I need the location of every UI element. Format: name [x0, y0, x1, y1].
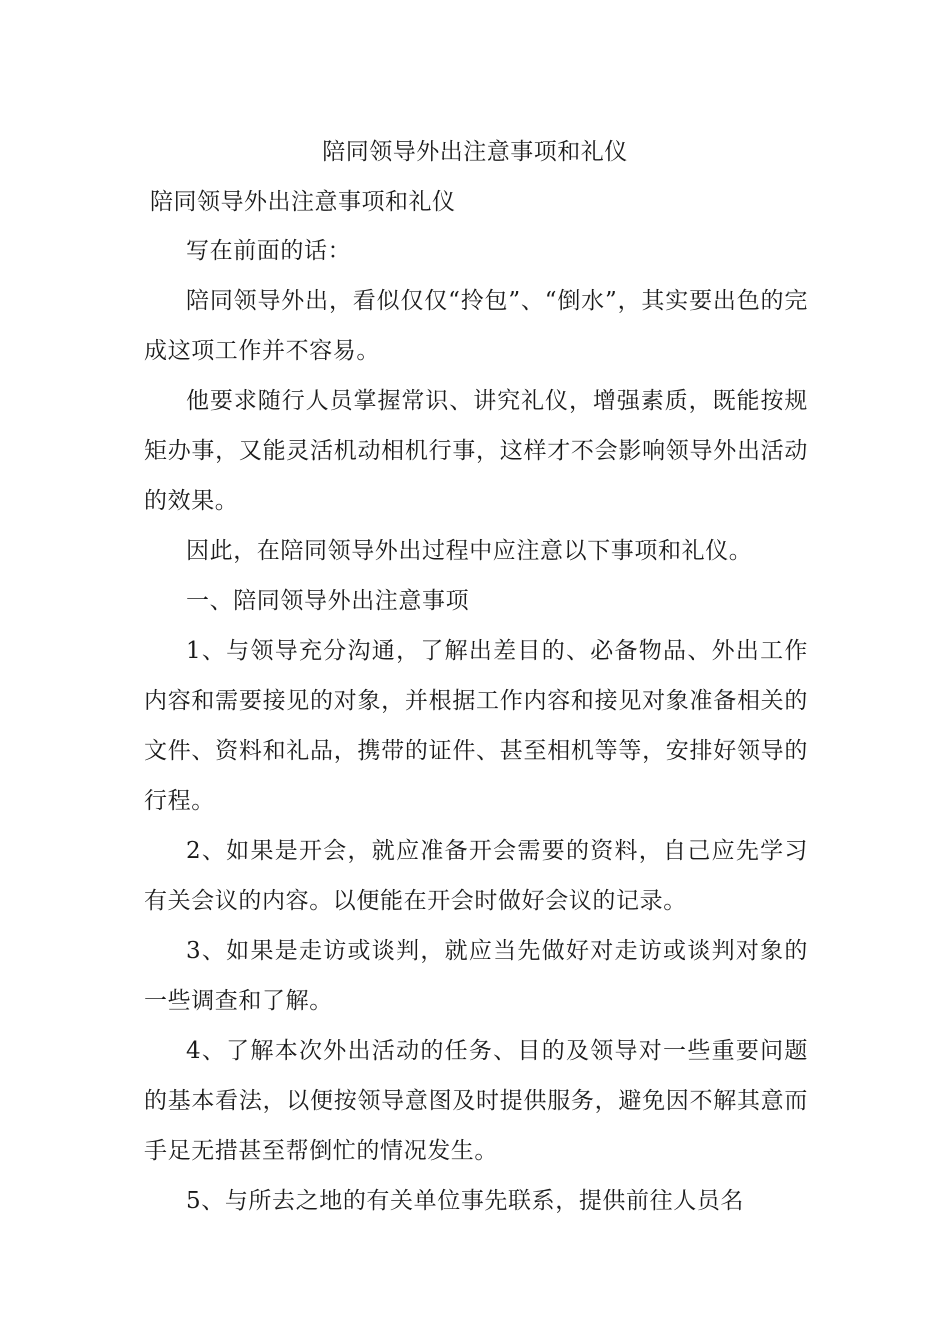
list-item: 3、如果是走访或谈判，就应当先做好对走访或谈判对象的一些调查和了解。	[144, 938, 808, 1014]
paragraph-intro-heading: 写在前面的话：	[186, 238, 352, 264]
list-item: 4、了解本次外出活动的任务、目的及领导对一些重要问题的基本看法，以便按领导意图及时提供服务，避免因不解其意而手足无措甚至帮倒忙的情况发生。	[144, 1038, 808, 1164]
list-item: 2、如果是开会，就应准备开会需要的资料，自己应先学习有关会议的内容。以便能在开会时做好会议的记录。	[144, 838, 808, 914]
paragraph: 他要求随行人员掌握常识、讲究礼仪，增强素质，既能按规矩办事，又能灵活机动相机行事，这样才不会影响领导外出活动的效果。	[144, 388, 808, 514]
paragraph: 因此，在陪同领导外出过程中应注意以下事项和礼仪。	[186, 538, 753, 564]
document-subtitle: 陪同领导外出注意事项和礼仪	[150, 189, 456, 215]
list-item: 5、与所去之地的有关单位事先联系，提供前往人员名	[186, 1188, 745, 1214]
paragraph: 陪同领导外出，看似仅仅“拎包”、“倒水”，其实要出色的完成这项工作并不容易。	[144, 288, 808, 364]
document-title: 陪同领导外出注意事项和礼仪	[322, 139, 628, 165]
list-item: 1、与领导充分沟通，了解出差目的、必备物品、外出工作内容和需要接见的对象，并根据工作内容和接见对象准备相关的文件、资料和礼品，携带的证件、甚至相机等等，安排好领导的行程。	[144, 638, 808, 814]
document-body	[144, 226, 808, 1226]
section-heading: 一、陪同领导外出注意事项	[186, 588, 470, 614]
